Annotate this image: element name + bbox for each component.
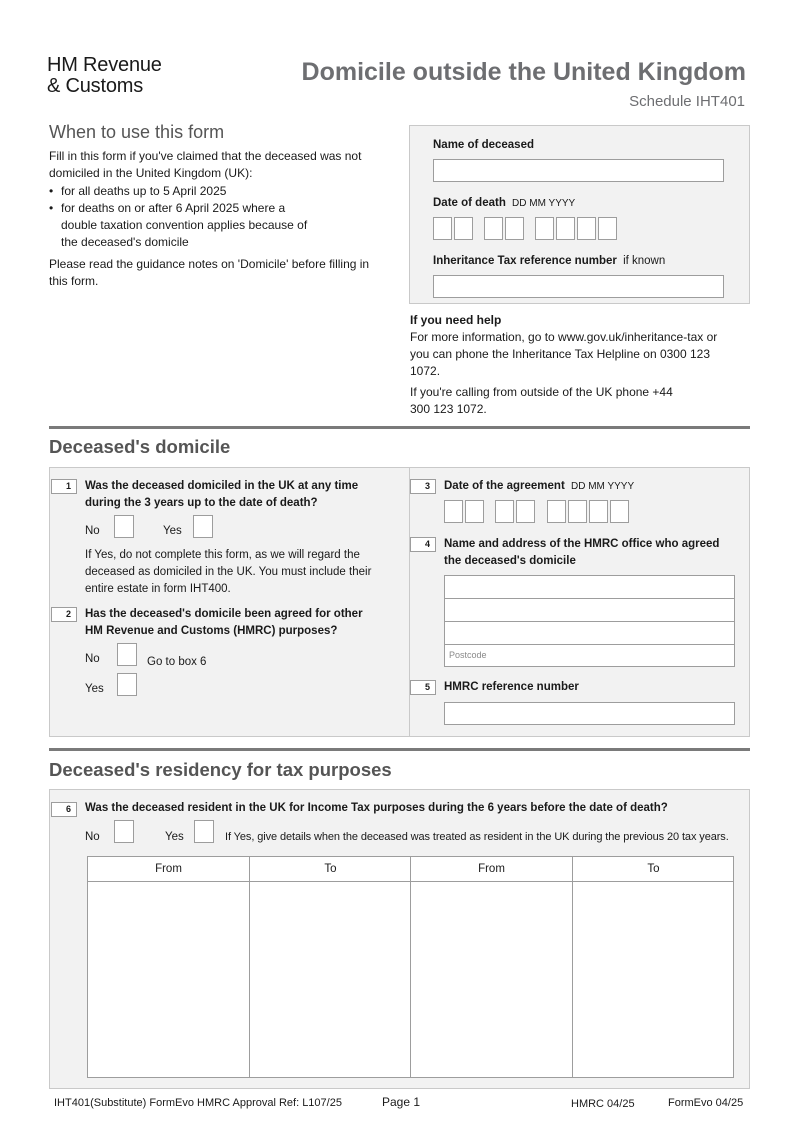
dod-day-digit-2[interactable]: [454, 217, 473, 240]
question-6-number: 6: [51, 802, 77, 817]
domicile-panel: [49, 467, 750, 737]
date-of-death-label-text: Date of death: [433, 197, 506, 209]
q2-no-label: No: [85, 653, 100, 665]
iht-reference-hint: if known: [623, 255, 666, 267]
question-6-text: Was the deceased resident in the UK for Income Tax purposes during the 6 years before the date of death?: [85, 802, 668, 814]
to-column-2-input[interactable]: [573, 882, 734, 1078]
dod-year-digit-2[interactable]: [556, 217, 575, 240]
help-heading: If you need help: [410, 313, 502, 327]
agreement-month-digit-2[interactable]: [516, 500, 535, 523]
from-column-1-input[interactable]: [88, 882, 249, 1078]
question-3-text: [444, 478, 634, 495]
footer-approval-ref: IHT401(Substitute) FormEvo HMRC Approval Ref: L107/25: [54, 1097, 342, 1109]
name-of-deceased-input[interactable]: [433, 159, 724, 182]
iht-reference-label: [433, 255, 665, 267]
agreement-year-digit-1[interactable]: [547, 500, 566, 523]
agreement-day-digit-2[interactable]: [465, 500, 484, 523]
dod-day-digit-1[interactable]: [433, 217, 452, 240]
footer-formevo-version: FormEvo 04/25: [668, 1097, 744, 1109]
date-of-death-label: [433, 197, 575, 209]
table-header-to-1: To: [324, 863, 337, 875]
question-4-number: 4: [410, 537, 436, 552]
question-3-label: Date of the agreement: [444, 480, 565, 492]
hmrc-office-address-input[interactable]: [444, 575, 735, 667]
question-2-number: 2: [51, 607, 77, 622]
q6-no-label: No: [85, 831, 100, 843]
intro-bullet-2: • for deaths on or after 6 April 2025 where a double taxation convention applies because of the deceased's domicile: [49, 200, 389, 251]
hmrc-logo: [47, 55, 162, 97]
question-4-text: Name and address of the HMRC office who agreed the deceased's domicile: [444, 538, 720, 567]
q1-no-checkbox[interactable]: [114, 515, 134, 538]
intro-bullet-list: [49, 183, 389, 251]
when-to-use-heading: When to use this form: [49, 122, 225, 142]
intro-bullet-1: • for all deaths up to 5 April 2025: [49, 183, 389, 200]
footer-hmrc-version: HMRC 04/25: [571, 1098, 635, 1110]
iht-reference-input[interactable]: [433, 275, 724, 298]
q6-no-checkbox[interactable]: [114, 820, 134, 843]
q6-note: If Yes, give details when the deceased was treated as resident in the UK during the previous 20 tax years.: [225, 831, 729, 843]
to-column-1-input[interactable]: [250, 882, 410, 1078]
question-5-text: HMRC reference number: [444, 681, 579, 693]
q1-yes-label: Yes: [163, 525, 182, 537]
question-2-text: Has the deceased's domicile been agreed for other HM Revenue and Customs (HMRC) purposes?: [85, 608, 363, 637]
agreement-date-input[interactable]: [444, 500, 634, 524]
dod-year-digit-3[interactable]: [577, 217, 596, 240]
dod-month-digit-2[interactable]: [505, 217, 524, 240]
deceased-details-panel: [409, 125, 750, 304]
residency-section-rule: [49, 748, 750, 751]
q2-goto-box-6: Go to box 6: [147, 656, 207, 668]
question-5-number: 5: [410, 680, 436, 695]
help-paragraph-2: If you're calling from outside of the UK phone +44 300 123 1072.: [410, 385, 673, 416]
address-line-divider-3: [445, 644, 734, 645]
intro-paragraph-2: Please read the guidance notes on 'Domicile' before filling in this form.: [49, 257, 370, 288]
question-3-format: DD MM YYYY: [570, 481, 635, 492]
table-header-from-1: From: [155, 863, 182, 875]
intro-text: [49, 148, 389, 290]
domicile-section-heading: Deceased's domicile: [49, 436, 231, 457]
hmrc-reference-input[interactable]: [444, 702, 735, 725]
q1-note: If Yes, do not complete this form, as we will regard the deceased as domiciled in the UK. You must include their entire estate in form IHT400.: [85, 549, 372, 595]
logo-line-2: & Customs: [47, 75, 144, 97]
agreement-year-digit-3[interactable]: [589, 500, 608, 523]
postcode-placeholder: Postcode: [449, 650, 487, 660]
footer-page-number: Page 1: [382, 1095, 421, 1109]
q2-no-checkbox[interactable]: [117, 643, 137, 666]
date-of-death-format: DD MM YYYY: [512, 198, 576, 209]
q2-yes-label: Yes: [85, 683, 104, 695]
address-line-divider-1: [445, 598, 734, 599]
q6-yes-checkbox[interactable]: [194, 820, 214, 843]
dod-year-digit-1[interactable]: [535, 217, 554, 240]
q6-yes-label: Yes: [165, 831, 184, 843]
table-header-to-2: To: [647, 863, 660, 875]
iht-reference-label-text: Inheritance Tax reference number: [433, 255, 617, 267]
domicile-panel-divider: [409, 468, 410, 736]
intro-paragraph-1: Fill in this form if you've claimed that the deceased was not domiciled in the United Kingdom (UK):: [49, 149, 362, 180]
residency-section-heading: Deceased's residency for tax purposes: [49, 759, 392, 780]
schedule-label: Schedule IHT401: [629, 93, 745, 110]
dod-month-digit-1[interactable]: [484, 217, 503, 240]
help-paragraph-1: For more information, go to www.gov.uk/inheritance-tax or you can phone the Inheritance Tax Helpline on 0300 123 1072.: [410, 330, 718, 378]
form-title: Domicile outside the United Kingdom: [301, 58, 746, 86]
name-of-deceased-label: Name of deceased: [433, 139, 534, 151]
address-line-divider-2: [445, 621, 734, 622]
q2-yes-checkbox[interactable]: [117, 673, 137, 696]
residency-panel: [49, 789, 750, 1089]
residency-periods-table: [87, 856, 734, 1078]
agreement-year-digit-4[interactable]: [610, 500, 629, 523]
q1-yes-checkbox[interactable]: [193, 515, 213, 538]
date-of-death-input[interactable]: [433, 217, 623, 241]
from-column-2-input[interactable]: [411, 882, 572, 1078]
q1-no-label: No: [85, 525, 100, 537]
dod-year-digit-4[interactable]: [598, 217, 617, 240]
question-3-number: 3: [410, 479, 436, 494]
question-1-text: Was the deceased domiciled in the UK at any time during the 3 years up to the date of death?: [85, 480, 359, 509]
question-1-number: 1: [51, 479, 77, 494]
agreement-year-digit-2[interactable]: [568, 500, 587, 523]
agreement-day-digit-1[interactable]: [444, 500, 463, 523]
domicile-section-rule: [49, 426, 750, 429]
agreement-month-digit-1[interactable]: [495, 500, 514, 523]
table-header-from-2: From: [478, 863, 505, 875]
logo-line-1: HM Revenue: [47, 54, 162, 76]
